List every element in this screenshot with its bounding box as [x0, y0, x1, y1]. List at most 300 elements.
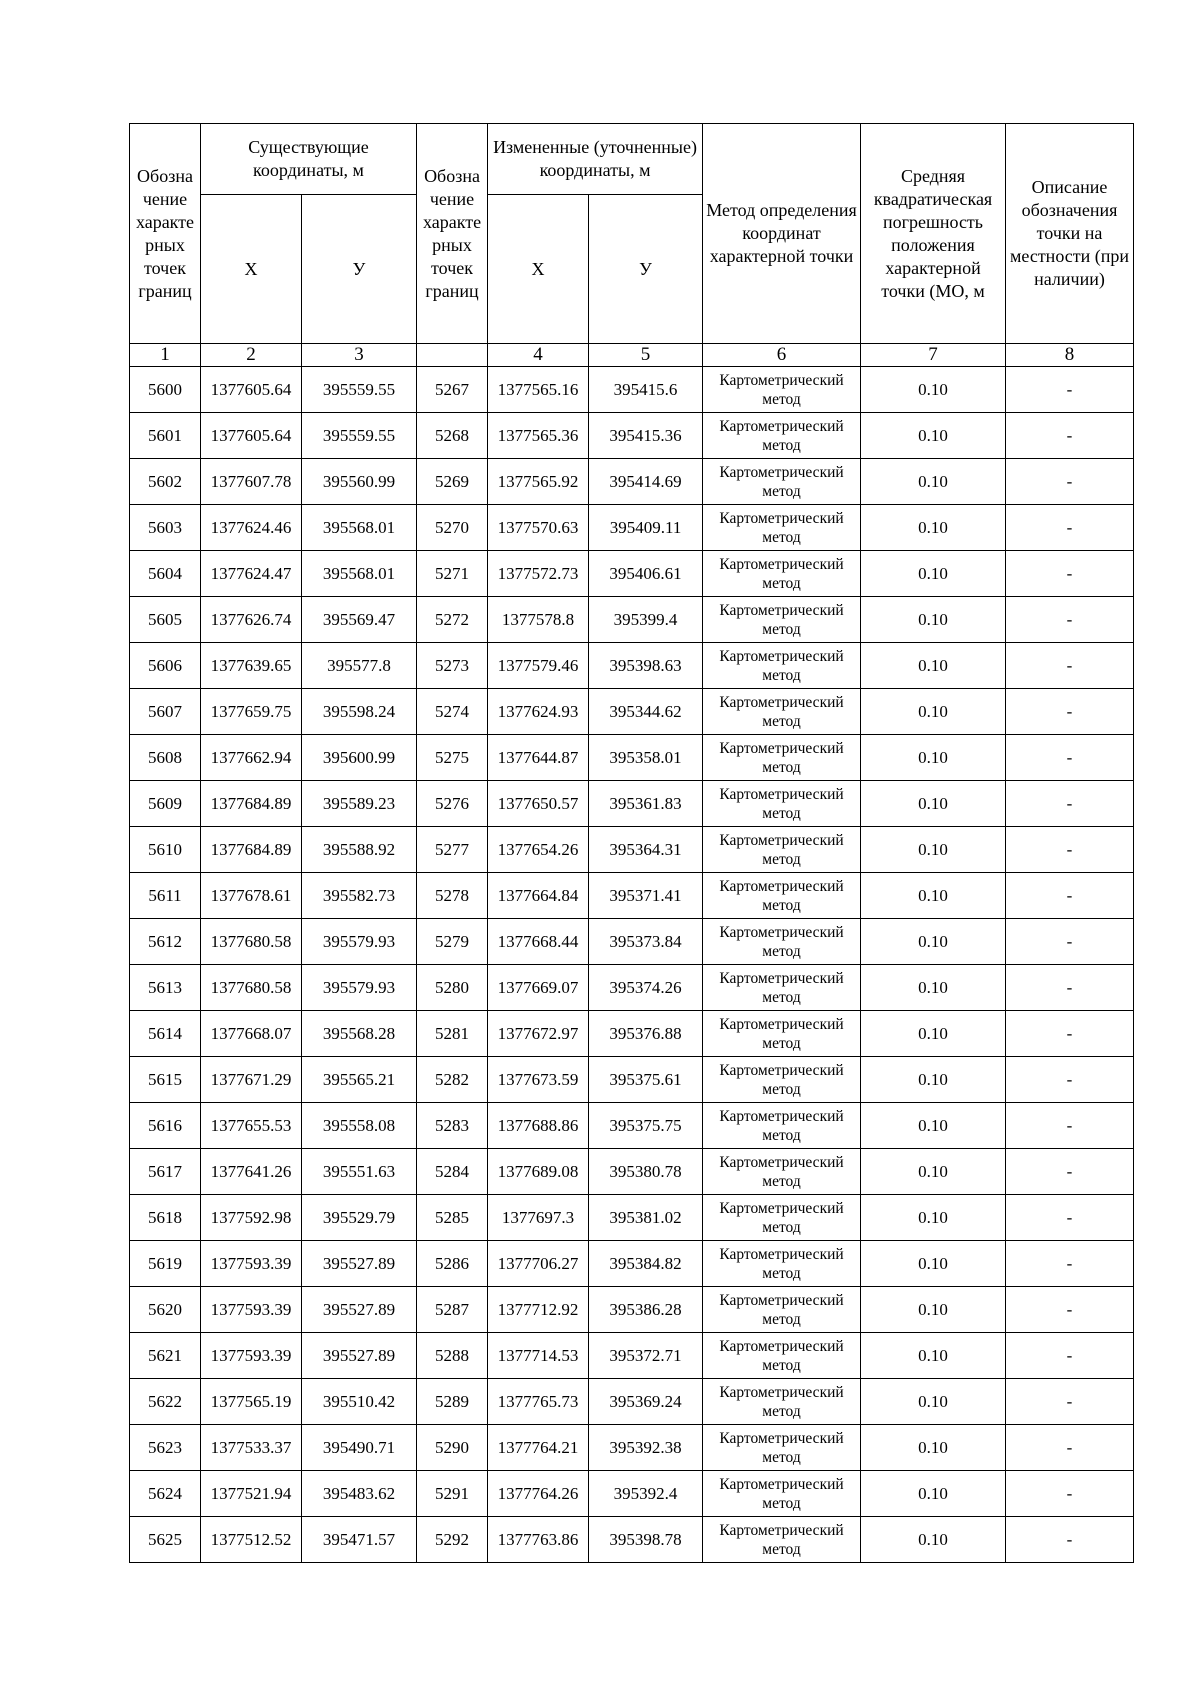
- method-cell: [703, 1287, 861, 1333]
- point-id-cell: 5610: [130, 827, 201, 873]
- x-existing-cell: 1377607.78: [201, 459, 302, 505]
- method-line: Картометрический: [719, 923, 844, 941]
- point-id-cell: 5607: [130, 689, 201, 735]
- point-id-changed-cell: 5282: [417, 1057, 488, 1103]
- method-cell: [703, 1103, 861, 1149]
- error-cell: 0.10: [861, 1379, 1006, 1425]
- description-cell: -: [1006, 1517, 1134, 1563]
- x-existing-cell: 1377680.58: [201, 919, 302, 965]
- table-row: [130, 1103, 1134, 1149]
- table-row: [130, 1471, 1134, 1517]
- method-line: Картометрический: [719, 785, 844, 803]
- y-existing-cell: 395579.93: [302, 965, 417, 1011]
- point-id-changed-cell: 5277: [417, 827, 488, 873]
- y-changed-cell: 395392.38: [589, 1425, 703, 1471]
- method-cell: [703, 735, 861, 781]
- column-number: 7: [861, 344, 1006, 367]
- x-existing-cell: 1377626.74: [201, 597, 302, 643]
- x-changed-cell: 1377668.44: [488, 919, 589, 965]
- table-row: [130, 367, 1134, 413]
- point-id-changed-cell: 5272: [417, 597, 488, 643]
- x-existing-cell: 1377641.26: [201, 1149, 302, 1195]
- x-existing-cell: 1377684.89: [201, 827, 302, 873]
- method-line: метод: [762, 1218, 801, 1236]
- method-cell: [703, 1425, 861, 1471]
- header-designation-changed: Обозна чение характе рных точек границ: [417, 124, 488, 344]
- method-cell: [703, 1011, 861, 1057]
- x-existing-cell: 1377662.94: [201, 735, 302, 781]
- method-line: метод: [762, 390, 801, 408]
- table-row: [130, 827, 1134, 873]
- point-id-changed-cell: 5278: [417, 873, 488, 919]
- description-cell: -: [1006, 689, 1134, 735]
- y-existing-cell: 395582.73: [302, 873, 417, 919]
- y-existing-cell: 395559.55: [302, 413, 417, 459]
- error-cell: 0.10: [861, 1517, 1006, 1563]
- method-line: метод: [762, 666, 801, 684]
- point-id-cell: 5609: [130, 781, 201, 827]
- method-cell: [703, 689, 861, 735]
- y-changed-cell: 395381.02: [589, 1195, 703, 1241]
- column-number: 6: [703, 344, 861, 367]
- x-existing-cell: 1377668.07: [201, 1011, 302, 1057]
- method-line: метод: [762, 1402, 801, 1420]
- method-cell: [703, 1471, 861, 1517]
- header-existing-coordinates: Существующие координаты, м: [201, 124, 417, 195]
- point-id-changed-cell: 5288: [417, 1333, 488, 1379]
- x-changed-cell: 1377650.57: [488, 781, 589, 827]
- table-row: [130, 1287, 1134, 1333]
- point-id-changed-cell: 5269: [417, 459, 488, 505]
- y-changed-cell: 395375.61: [589, 1057, 703, 1103]
- x-existing-cell: 1377684.89: [201, 781, 302, 827]
- table-row: [130, 1011, 1134, 1057]
- point-id-cell: 5600: [130, 367, 201, 413]
- method-line: Картометрический: [719, 1291, 844, 1309]
- error-cell: 0.10: [861, 367, 1006, 413]
- column-number: [417, 344, 488, 367]
- error-cell: 0.10: [861, 919, 1006, 965]
- y-changed-cell: 395398.78: [589, 1517, 703, 1563]
- description-cell: -: [1006, 735, 1134, 781]
- description-cell: -: [1006, 1287, 1134, 1333]
- point-id-cell: 5617: [130, 1149, 201, 1195]
- method-line: Картометрический: [719, 371, 844, 389]
- method-line: метод: [762, 758, 801, 776]
- method-cell: [703, 919, 861, 965]
- method-line: метод: [762, 528, 801, 546]
- y-changed-cell: 395361.83: [589, 781, 703, 827]
- point-id-cell: 5624: [130, 1471, 201, 1517]
- point-id-changed-cell: 5284: [417, 1149, 488, 1195]
- method-line: метод: [762, 1448, 801, 1466]
- y-existing-cell: 395510.42: [302, 1379, 417, 1425]
- method-cell: [703, 1241, 861, 1287]
- point-id-changed-cell: 5285: [417, 1195, 488, 1241]
- point-id-cell: 5614: [130, 1011, 201, 1057]
- method-cell: [703, 643, 861, 689]
- x-changed-cell: 1377697.3: [488, 1195, 589, 1241]
- y-changed-cell: 395375.75: [589, 1103, 703, 1149]
- method-cell: [703, 551, 861, 597]
- column-number: 3: [302, 344, 417, 367]
- method-line: метод: [762, 482, 801, 500]
- y-changed-cell: 395372.71: [589, 1333, 703, 1379]
- point-id-changed-cell: 5280: [417, 965, 488, 1011]
- x-existing-cell: 1377592.98: [201, 1195, 302, 1241]
- table-header: [130, 124, 1134, 367]
- method-cell: [703, 597, 861, 643]
- point-id-changed-cell: 5268: [417, 413, 488, 459]
- y-existing-cell: 395527.89: [302, 1241, 417, 1287]
- method-cell: [703, 1149, 861, 1195]
- x-changed-cell: 1377565.92: [488, 459, 589, 505]
- description-cell: -: [1006, 1241, 1134, 1287]
- table-row: [130, 1333, 1134, 1379]
- x-existing-cell: 1377671.29: [201, 1057, 302, 1103]
- point-id-changed-cell: 5275: [417, 735, 488, 781]
- x-changed-cell: 1377764.26: [488, 1471, 589, 1517]
- column-number: 8: [1006, 344, 1134, 367]
- method-cell: [703, 873, 861, 919]
- x-existing-cell: 1377624.46: [201, 505, 302, 551]
- error-cell: 0.10: [861, 459, 1006, 505]
- method-line: Картометрический: [719, 1061, 844, 1079]
- description-cell: -: [1006, 597, 1134, 643]
- point-id-cell: 5618: [130, 1195, 201, 1241]
- point-id-cell: 5622: [130, 1379, 201, 1425]
- table-row: [130, 873, 1134, 919]
- method-line: метод: [762, 896, 801, 914]
- y-existing-cell: 395589.23: [302, 781, 417, 827]
- header-error: Средняя квадратическая погрешность положения характерной точки (МО, м: [861, 124, 1006, 344]
- error-cell: 0.10: [861, 597, 1006, 643]
- x-changed-cell: 1377763.86: [488, 1517, 589, 1563]
- description-cell: -: [1006, 413, 1134, 459]
- method-cell: [703, 367, 861, 413]
- x-existing-cell: 1377639.65: [201, 643, 302, 689]
- method-line: метод: [762, 1034, 801, 1052]
- x-changed-cell: 1377654.26: [488, 827, 589, 873]
- method-cell: [703, 781, 861, 827]
- column-number: 4: [488, 344, 589, 367]
- description-cell: -: [1006, 873, 1134, 919]
- x-changed-cell: 1377706.27: [488, 1241, 589, 1287]
- y-existing-cell: 395490.71: [302, 1425, 417, 1471]
- description-cell: -: [1006, 1333, 1134, 1379]
- y-changed-cell: 395399.4: [589, 597, 703, 643]
- x-changed-cell: 1377578.8: [488, 597, 589, 643]
- error-cell: 0.10: [861, 1287, 1006, 1333]
- table-row: [130, 413, 1134, 459]
- method-cell: [703, 505, 861, 551]
- x-changed-cell: 1377714.53: [488, 1333, 589, 1379]
- method-line: Картометрический: [719, 1015, 844, 1033]
- method-line: Картометрический: [719, 1521, 844, 1539]
- method-line: Картометрический: [719, 1199, 844, 1217]
- method-line: Картометрический: [719, 647, 844, 665]
- header-y-existing: У: [302, 195, 417, 344]
- x-existing-cell: 1377624.47: [201, 551, 302, 597]
- description-cell: -: [1006, 1379, 1134, 1425]
- table-row: [130, 459, 1134, 505]
- x-changed-cell: 1377689.08: [488, 1149, 589, 1195]
- y-changed-cell: 395392.4: [589, 1471, 703, 1517]
- error-cell: 0.10: [861, 1425, 1006, 1471]
- point-id-cell: 5621: [130, 1333, 201, 1379]
- x-existing-cell: 1377655.53: [201, 1103, 302, 1149]
- description-cell: -: [1006, 1103, 1134, 1149]
- method-cell: [703, 1057, 861, 1103]
- method-line: Картометрический: [719, 555, 844, 573]
- x-changed-cell: 1377644.87: [488, 735, 589, 781]
- method-line: Картометрический: [719, 1475, 844, 1493]
- method-line: метод: [762, 1540, 801, 1558]
- point-id-changed-cell: 5270: [417, 505, 488, 551]
- error-cell: 0.10: [861, 1195, 1006, 1241]
- y-existing-cell: 395527.89: [302, 1333, 417, 1379]
- description-cell: -: [1006, 367, 1134, 413]
- y-existing-cell: 395588.92: [302, 827, 417, 873]
- table-row: [130, 689, 1134, 735]
- method-line: метод: [762, 1310, 801, 1328]
- point-id-cell: 5612: [130, 919, 201, 965]
- method-cell: [703, 1379, 861, 1425]
- description-cell: -: [1006, 1425, 1134, 1471]
- method-line: Картометрический: [719, 693, 844, 711]
- point-id-cell: 5613: [130, 965, 201, 1011]
- header-designation: Обозна чение характе рных точек границ: [130, 124, 201, 344]
- x-changed-cell: 1377565.16: [488, 367, 589, 413]
- column-number-row: [130, 344, 1134, 367]
- error-cell: 0.10: [861, 1333, 1006, 1379]
- point-id-cell: 5616: [130, 1103, 201, 1149]
- y-existing-cell: 395568.01: [302, 505, 417, 551]
- y-existing-cell: 395577.8: [302, 643, 417, 689]
- method-line: Картометрический: [719, 739, 844, 757]
- method-line: метод: [762, 804, 801, 822]
- x-changed-cell: 1377572.73: [488, 551, 589, 597]
- y-changed-cell: 395398.63: [589, 643, 703, 689]
- header-y-changed: У: [589, 195, 703, 344]
- x-existing-cell: 1377565.19: [201, 1379, 302, 1425]
- y-existing-cell: 395569.47: [302, 597, 417, 643]
- point-id-cell: 5623: [130, 1425, 201, 1471]
- point-id-cell: 5606: [130, 643, 201, 689]
- table-row: [130, 1149, 1134, 1195]
- error-cell: 0.10: [861, 965, 1006, 1011]
- x-changed-cell: 1377765.73: [488, 1379, 589, 1425]
- point-id-changed-cell: 5276: [417, 781, 488, 827]
- point-id-cell: 5608: [130, 735, 201, 781]
- method-line: Картометрический: [719, 601, 844, 619]
- y-changed-cell: 395364.31: [589, 827, 703, 873]
- y-changed-cell: 395406.61: [589, 551, 703, 597]
- error-cell: 0.10: [861, 643, 1006, 689]
- x-existing-cell: 1377659.75: [201, 689, 302, 735]
- point-id-changed-cell: 5274: [417, 689, 488, 735]
- description-cell: -: [1006, 643, 1134, 689]
- method-line: метод: [762, 620, 801, 638]
- method-line: метод: [762, 574, 801, 592]
- x-changed-cell: 1377688.86: [488, 1103, 589, 1149]
- y-existing-cell: 395551.63: [302, 1149, 417, 1195]
- error-cell: 0.10: [861, 505, 1006, 551]
- table-row: [130, 505, 1134, 551]
- x-existing-cell: 1377678.61: [201, 873, 302, 919]
- method-cell: [703, 1517, 861, 1563]
- x-existing-cell: 1377593.39: [201, 1287, 302, 1333]
- point-id-cell: 5605: [130, 597, 201, 643]
- y-changed-cell: 395384.82: [589, 1241, 703, 1287]
- method-cell: [703, 1195, 861, 1241]
- table-row: [130, 1379, 1134, 1425]
- method-cell: [703, 827, 861, 873]
- y-existing-cell: 395600.99: [302, 735, 417, 781]
- description-cell: -: [1006, 551, 1134, 597]
- y-changed-cell: 395344.62: [589, 689, 703, 735]
- point-id-changed-cell: 5271: [417, 551, 488, 597]
- method-cell: [703, 459, 861, 505]
- header-changed-coordinates: Измененные (уточненные) координаты, м: [488, 124, 703, 195]
- x-changed-cell: 1377624.93: [488, 689, 589, 735]
- table-row: [130, 781, 1134, 827]
- point-id-cell: 5603: [130, 505, 201, 551]
- method-line: Картометрический: [719, 1153, 844, 1171]
- y-existing-cell: 395529.79: [302, 1195, 417, 1241]
- y-changed-cell: 395369.24: [589, 1379, 703, 1425]
- point-id-cell: 5601: [130, 413, 201, 459]
- point-id-changed-cell: 5273: [417, 643, 488, 689]
- method-line: Картометрический: [719, 509, 844, 527]
- point-id-cell: 5620: [130, 1287, 201, 1333]
- error-cell: 0.10: [861, 1241, 1006, 1287]
- y-changed-cell: 395358.01: [589, 735, 703, 781]
- table-row: [130, 965, 1134, 1011]
- point-id-changed-cell: 5279: [417, 919, 488, 965]
- y-changed-cell: 395414.69: [589, 459, 703, 505]
- y-changed-cell: 395409.11: [589, 505, 703, 551]
- y-existing-cell: 395568.28: [302, 1011, 417, 1057]
- error-cell: 0.10: [861, 1149, 1006, 1195]
- coordinates-table: [129, 123, 1134, 1563]
- method-line: Картометрический: [719, 831, 844, 849]
- error-cell: 0.10: [861, 1057, 1006, 1103]
- y-existing-cell: 395568.01: [302, 551, 417, 597]
- point-id-changed-cell: 5289: [417, 1379, 488, 1425]
- method-line: метод: [762, 436, 801, 454]
- table-row: [130, 1425, 1134, 1471]
- description-cell: -: [1006, 1471, 1134, 1517]
- point-id-changed-cell: 5281: [417, 1011, 488, 1057]
- method-line: метод: [762, 1080, 801, 1098]
- table-row: [130, 919, 1134, 965]
- method-line: метод: [762, 1264, 801, 1282]
- point-id-cell: 5625: [130, 1517, 201, 1563]
- table-body: [130, 367, 1134, 1563]
- method-line: Картометрический: [719, 1245, 844, 1263]
- header-method: Метод определения координат характерной точки: [703, 124, 861, 344]
- error-cell: 0.10: [861, 551, 1006, 597]
- column-number: 5: [589, 344, 703, 367]
- method-line: метод: [762, 850, 801, 868]
- method-cell: [703, 1333, 861, 1379]
- y-existing-cell: 395483.62: [302, 1471, 417, 1517]
- point-id-cell: 5619: [130, 1241, 201, 1287]
- column-number: 1: [130, 344, 201, 367]
- description-cell: -: [1006, 1149, 1134, 1195]
- error-cell: 0.10: [861, 873, 1006, 919]
- y-changed-cell: 395373.84: [589, 919, 703, 965]
- method-line: метод: [762, 1356, 801, 1374]
- method-line: Картометрический: [719, 1107, 844, 1125]
- method-line: метод: [762, 942, 801, 960]
- column-number: 2: [201, 344, 302, 367]
- method-line: Картометрический: [719, 877, 844, 895]
- x-changed-cell: 1377673.59: [488, 1057, 589, 1103]
- point-id-changed-cell: 5292: [417, 1517, 488, 1563]
- error-cell: 0.10: [861, 1103, 1006, 1149]
- method-line: Картометрический: [719, 1429, 844, 1447]
- method-line: Картометрический: [719, 463, 844, 481]
- error-cell: 0.10: [861, 827, 1006, 873]
- table-row: [130, 1057, 1134, 1103]
- method-line: метод: [762, 988, 801, 1006]
- x-existing-cell: 1377512.52: [201, 1517, 302, 1563]
- y-changed-cell: 395376.88: [589, 1011, 703, 1057]
- x-existing-cell: 1377593.39: [201, 1333, 302, 1379]
- method-line: метод: [762, 1494, 801, 1512]
- table-row: [130, 1195, 1134, 1241]
- y-existing-cell: 395579.93: [302, 919, 417, 965]
- description-cell: -: [1006, 827, 1134, 873]
- header-description: Описание обозначения точки на местности (при наличии): [1006, 124, 1134, 344]
- x-existing-cell: 1377605.64: [201, 413, 302, 459]
- description-cell: -: [1006, 1011, 1134, 1057]
- method-line: метод: [762, 712, 801, 730]
- y-existing-cell: 395565.21: [302, 1057, 417, 1103]
- method-line: Картометрический: [719, 969, 844, 987]
- y-existing-cell: 395598.24: [302, 689, 417, 735]
- table-row: [130, 1517, 1134, 1563]
- error-cell: 0.10: [861, 413, 1006, 459]
- point-id-cell: 5615: [130, 1057, 201, 1103]
- table-row: [130, 735, 1134, 781]
- x-existing-cell: 1377605.64: [201, 367, 302, 413]
- error-cell: 0.10: [861, 1011, 1006, 1057]
- error-cell: 0.10: [861, 781, 1006, 827]
- y-existing-cell: 395560.99: [302, 459, 417, 505]
- x-changed-cell: 1377672.97: [488, 1011, 589, 1057]
- x-changed-cell: 1377764.21: [488, 1425, 589, 1471]
- point-id-changed-cell: 5290: [417, 1425, 488, 1471]
- description-cell: -: [1006, 459, 1134, 505]
- point-id-changed-cell: 5283: [417, 1103, 488, 1149]
- x-changed-cell: 1377570.63: [488, 505, 589, 551]
- y-changed-cell: 395371.41: [589, 873, 703, 919]
- description-cell: -: [1006, 781, 1134, 827]
- method-line: Картометрический: [719, 417, 844, 435]
- y-existing-cell: 395527.89: [302, 1287, 417, 1333]
- x-existing-cell: 1377521.94: [201, 1471, 302, 1517]
- error-cell: 0.10: [861, 1471, 1006, 1517]
- x-changed-cell: 1377664.84: [488, 873, 589, 919]
- method-line: метод: [762, 1126, 801, 1144]
- table-row: [130, 551, 1134, 597]
- description-cell: -: [1006, 919, 1134, 965]
- point-id-changed-cell: 5291: [417, 1471, 488, 1517]
- point-id-cell: 5611: [130, 873, 201, 919]
